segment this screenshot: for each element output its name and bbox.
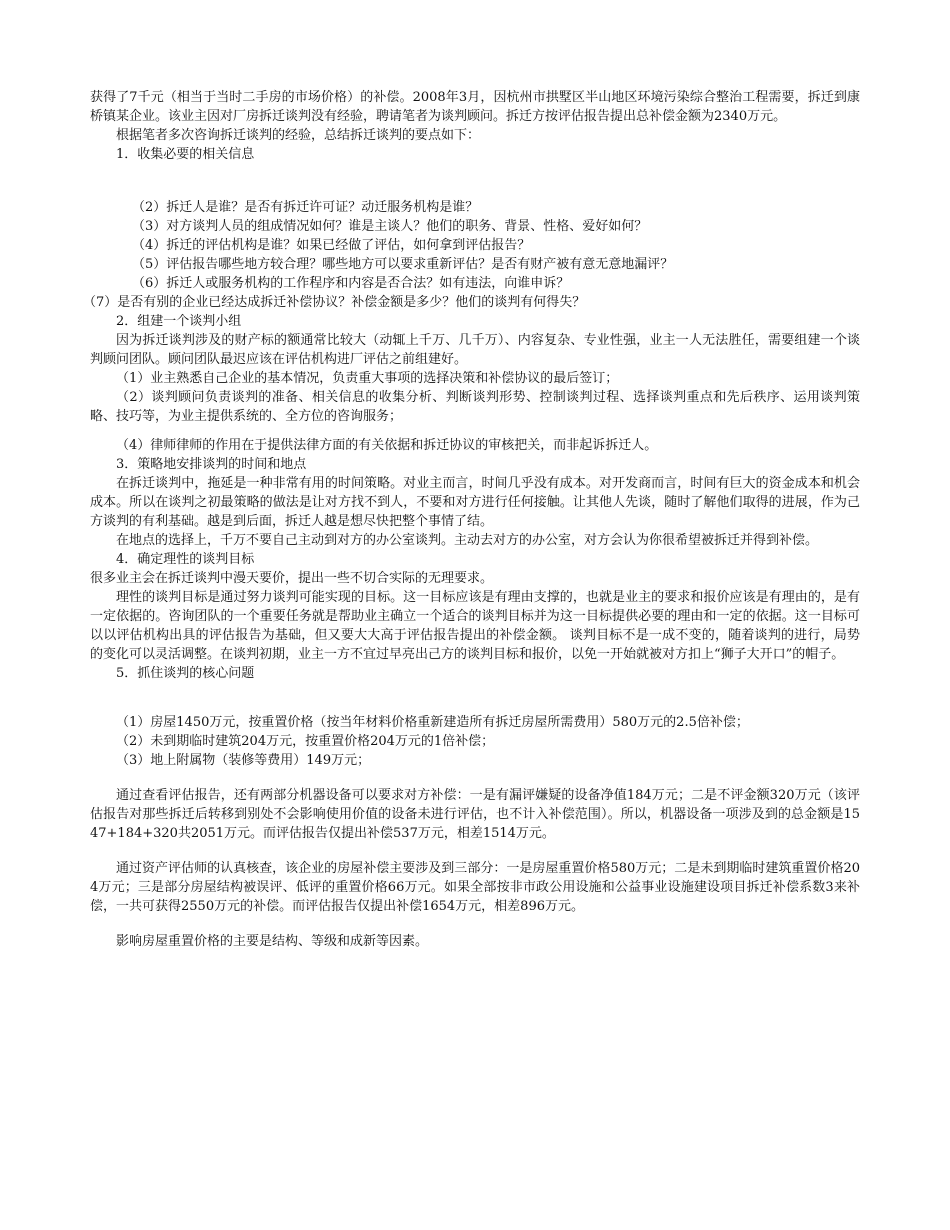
list-item: （5）评估报告哪些地方较合理？哪些地方可以要求重新评估？是否有财产被有意无意地漏评？: [132, 257, 674, 272]
paragraph: 理性的谈判目标是通过努力谈判可能实现的目标。这一目标应该是有理由支撑的，也就是业主的要求和报价应该是有理由的，是有一定依据的。咨询团队的一个重要任务就是帮助业主确立一个适合的谈判目标并为这一目标提供必要的理由和一定的依据。这一目标可以以评估机构出具的评估报告为基础，但又要大大高于评估报告提出的补偿金额。 谈判目标不是一成不变的，随着谈判的进行，局势的变化可以灵活调整。在谈判初期，业主一方不宜过早亮出己方的谈判目标和报价，以免一开始就被对方扣上“狮子大开口”的帽子。: [90, 590, 860, 662]
section-heading: 4．确定理性的谈判目标: [116, 552, 255, 567]
list-item: （4）拆迁的评估机构是谁？如果已经做了评估，如何拿到评估报告？: [132, 238, 531, 253]
list-item: （3）地上附属物（装修等费用）149万元；: [116, 753, 371, 768]
list-item: （1）房屋1450万元，按重置价格（按当年材料价格重新建造所有拆迁房屋所需费用）580万元的2.5倍补偿；: [116, 715, 749, 730]
paragraph: 获得了7千元（相当于当时二手房的市场价格）的补偿。2008年3月，因杭州市拱墅区半山地区环境污染综合整治工程需要，拆迁到康桥镇某企业。该业主因对厂房拆迁谈判没有经验，聘请笔者为谈判顾问。拆迁方按评估报告提出总补偿金额为2340万元。: [90, 90, 860, 124]
paragraph: 在拆迁谈判中，拖延是一种非常有用的时间策略。对业主而言，时间几乎没有成本。对开发商而言，时间有巨大的资金成本和机会成本。所以在谈判之初最策略的做法是让对方找不到人，不要和对方进行任何接触。让其他人先谈，随时了解他们取得的进展，作为己方谈判的有利基础。越是到后面，拆迁人越是想尽快把整个事情了结。: [90, 476, 860, 529]
paragraph: 很多业主会在拆迁谈判中漫天要价，提出一些不切合实际的无理要求。: [90, 571, 494, 586]
paragraph: 根据笔者多次咨询拆迁谈判的经验，总结拆迁谈判的要点如下：: [116, 128, 481, 143]
section-heading: 3．策略地安排谈判的时间和地点: [116, 457, 307, 472]
document-body: [83, 88, 860, 951]
list-item: （7）是否有别的企业已经达成拆迁补偿协议？补偿金额是多少？他们的谈判有何得失？: [83, 295, 586, 310]
list-item: （3）对方谈判人员的组成情况如何？谁是主谈人？他们的职务、背景、性格、爱好如何？: [132, 219, 648, 234]
paragraph: 通过查看评估报告，还有两部分机器设备可以要求对方补偿：一是有漏评嫌疑的设备净值184万元；二是不评金额320万元（该评估报告对那些拆迁后转移到别处不会影响使用价值的设备未进行评估，也不计入补偿范围）。所以，机器设备一项涉及到的总金额是1547+184+320共2051万元。而评估报告仅提出补偿537万元，相差1514万元。: [90, 788, 860, 841]
paragraph: 影响房屋重置价格的主要是结构、等级和成新等因素。: [116, 934, 429, 949]
paragraph: 在地点的选择上，千万不要自己主动到对方的办公室谈判。主动去对方的办公室，对方会认为你很希望被拆迁并得到补偿。: [116, 533, 819, 548]
paragraph: 通过资产评估师的认真核查，该企业的房屋补偿主要涉及到三部分：一是房屋重置价格580万元；二是未到期临时建筑重置价格204万元；三是部分房屋结构被误评、低评的重置价格66万元。如果全部按非市政公用设施和公益事业设施建设项目拆迁补偿系数3来补偿，一共可获得2550万元的补偿。而评估报告仅提出补偿1654万元，相差896万元。: [90, 861, 860, 914]
section-heading: 2．组建一个谈判小组: [116, 314, 242, 329]
list-item: （2）未到期临时建筑204万元，按重置价格204万元的1倍补偿；: [116, 734, 495, 749]
section-heading: 1．收集必要的相关信息: [116, 147, 255, 162]
paragraph: 因为拆迁谈判涉及的财产标的额通常比较大（动辄上千万、几千万）、内容复杂、专业性强，业主一人无法胜任，需要组建一个谈判顾问团队。顾问团队最迟应该在评估机构进厂评估之前组建好。: [90, 333, 860, 367]
list-item: （4）律师律师的作用在于提供法律方面的有关依据和拆迁协议的审核把关，而非起诉拆迁人。: [116, 438, 658, 453]
section-heading: 5．抓住谈判的核心问题: [116, 666, 255, 681]
list-item: （1）业主熟悉自己企业的基本情况，负责重大事项的选择决策和补偿协议的最后签订；: [116, 371, 619, 386]
list-item: （2）谈判顾问负责谈判的准备、相关信息的收集分析、判断谈判形势、控制谈判过程、选择谈判重点和先后秩序、运用谈判策略、技巧等，为业主提供系统的、全方位的咨询服务；: [90, 390, 860, 424]
list-item: （2）拆迁人是谁？是否有拆迁许可证？动迁服务机构是谁？: [132, 200, 479, 215]
list-item: （6）拆迁人或服务机构的工作程序和内容是否合法？如有违法，向谁申诉？: [132, 276, 570, 291]
